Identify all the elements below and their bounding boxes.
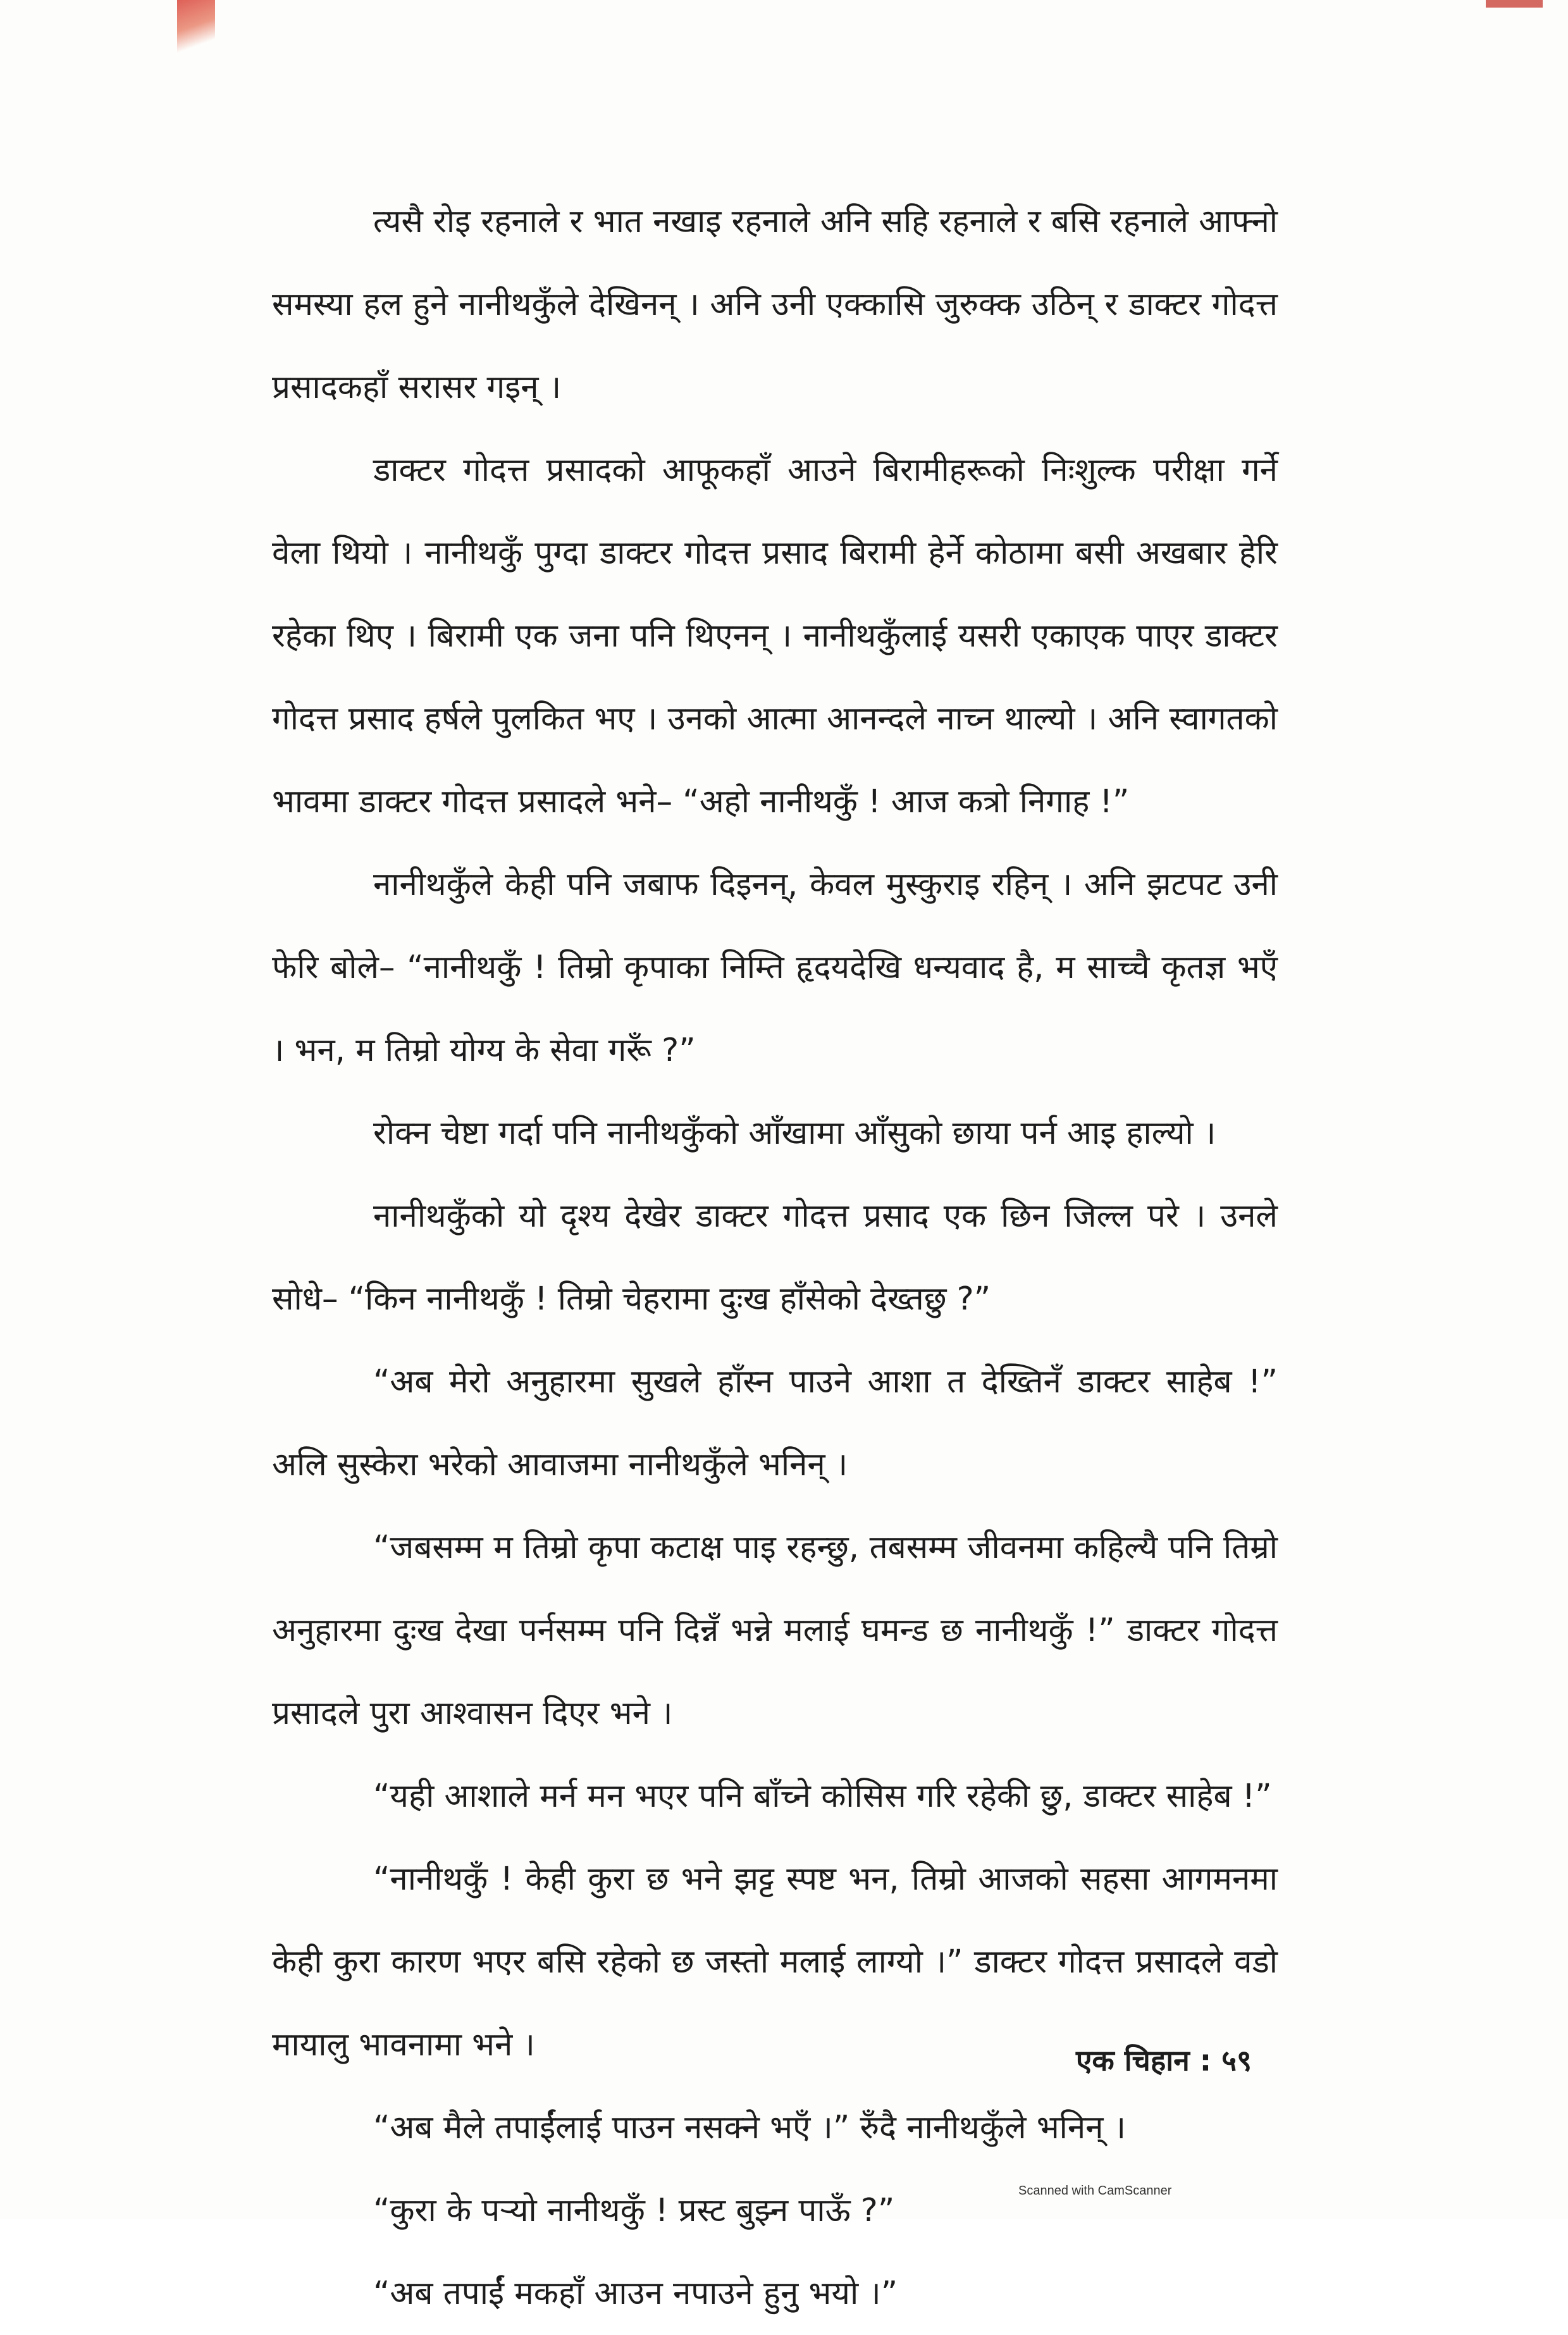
paragraph-8: “यही आशाले मर्न मन भएर पनि बाँच्ने कोसिस गरि रहेकी छु, डाक्टर साहेब !”: [373, 1778, 1272, 1815]
paragraph-2: डाक्टर गोदत्त प्रसादको आफूकहाँ आउने बिरामीहरूको निःशुल्क परीक्षा गर्ने वेला थियो । नानीथकुँ पुग्दा डाक्टर गोदत्त प्रसाद बिरामी हेर्ने कोठामा बसी अखबार हेरि रहेका थिए । बिरामी एक जना पनि थिएनन् । नानीथकुँलाई यसरी एकाएक पाएर डाक्टर गोदत्त प्रसाद हर्षले पुलकित भए । उनको आत्मा आनन्दले नाच्न थाल्यो । अनि स्वागतको भावमा डाक्टर गोदत्त प्रसादले भने– “अहो नानीथकुँ ! आज कत्रो निगाह !”: [272, 452, 1278, 821]
running-footer: एक चिहान : ५९: [1075, 2043, 1252, 2078]
paragraph-10: “अब मैले तपाईंलाई पाउन नसक्ने भएँ ।” रुँदै नानीथकुँले भनिन् ।: [373, 2109, 1127, 2146]
scanner-watermark: Scanned with CamScanner: [1018, 2184, 1172, 2198]
paragraph-7: “जबसम्म म तिम्रो कृपा कटाक्ष पाइ रहन्छु, तबसम्म जीवनमा कहिल्यै पनि तिम्रो अनुहारमा दुःख देखा पर्नसम्म पनि दिन्नँ भन्ने मलाई घमन्ड छ नानीथकुँ !” डाक्टर गोदत्त प्रसादले पुरा आश्वासन दिएर भने ।: [272, 1529, 1278, 1732]
paragraph-3: नानीथकुँले केही पनि जबाफ दिइनन्, केवल मुस्कुराइ रहिन् । अनि झटपट उनी फेरि बोले– “नानीथकुँ ! तिम्रो कृपाका निम्ति हृदयदेखि धन्यवाद है, म साच्चै कृतज्ञ भएँ । भन, म तिम्रो योग्य के सेवा गरूँ ?”: [272, 866, 1278, 1069]
paragraph-1: त्यसै रोइ रहनाले र भात नखाइ रहनाले अनि सहि रहनाले र बसि रहनाले आफ्नो समस्या हल हुने नानीथकुँले देखिनन् । अनि उनी एक्कासि जुरुक्क उठिन् र डाक्टर गोदत्त प्रसादकहाँ सरासर गइन् ।: [272, 203, 1278, 406]
paragraph-4: रोक्न चेष्टा गर्दा पनि नानीथकुँको आँखामा आँसुको छाया पर्न आइ हाल्यो ।: [373, 1115, 1216, 1152]
paragraph-5: नानीथकुँको यो दृश्य देखेर डाक्टर गोदत्त प्रसाद एक छिन जिल्ल परे । उनले सोधे– “किन नानीथकुँ ! तिम्रो चेहरामा दुःख हाँसेको देख्तछु ?”: [272, 1198, 1278, 1318]
paragraph-12: “अब तपाईं मकहाँ आउन नपाउने हुनु भयो ।”: [373, 2275, 898, 2312]
red-corner-mark: [177, 0, 215, 57]
red-edge-mark: [1486, 0, 1543, 8]
paragraph-6: “अब मेरो अनुहारमा सुखले हाँस्न पाउने आशा त देख्तिनँ डाक्टर साहेब !” अलि सुस्केरा भरेको आवाजमा नानीथकुँले भनिन् ।: [272, 1363, 1278, 1483]
body-text: [272, 180, 1278, 2335]
paragraph-11: “कुरा के पर्‍यो नानीथकुँ ! प्रस्ट बुझ्न पाऊँ ?”: [373, 2192, 895, 2229]
paragraph-9: “नानीथकुँ ! केही कुरा छ भने झट्ट स्पष्ट भन, तिम्रो आजको सहसा आगमनमा केही कुरा कारण भएर बसि रहेको छ जस्तो मलाई लाग्यो ।” डाक्टर गोदत्त प्रसादले वडो मायालु भावनामा भने ।: [272, 1861, 1278, 2064]
